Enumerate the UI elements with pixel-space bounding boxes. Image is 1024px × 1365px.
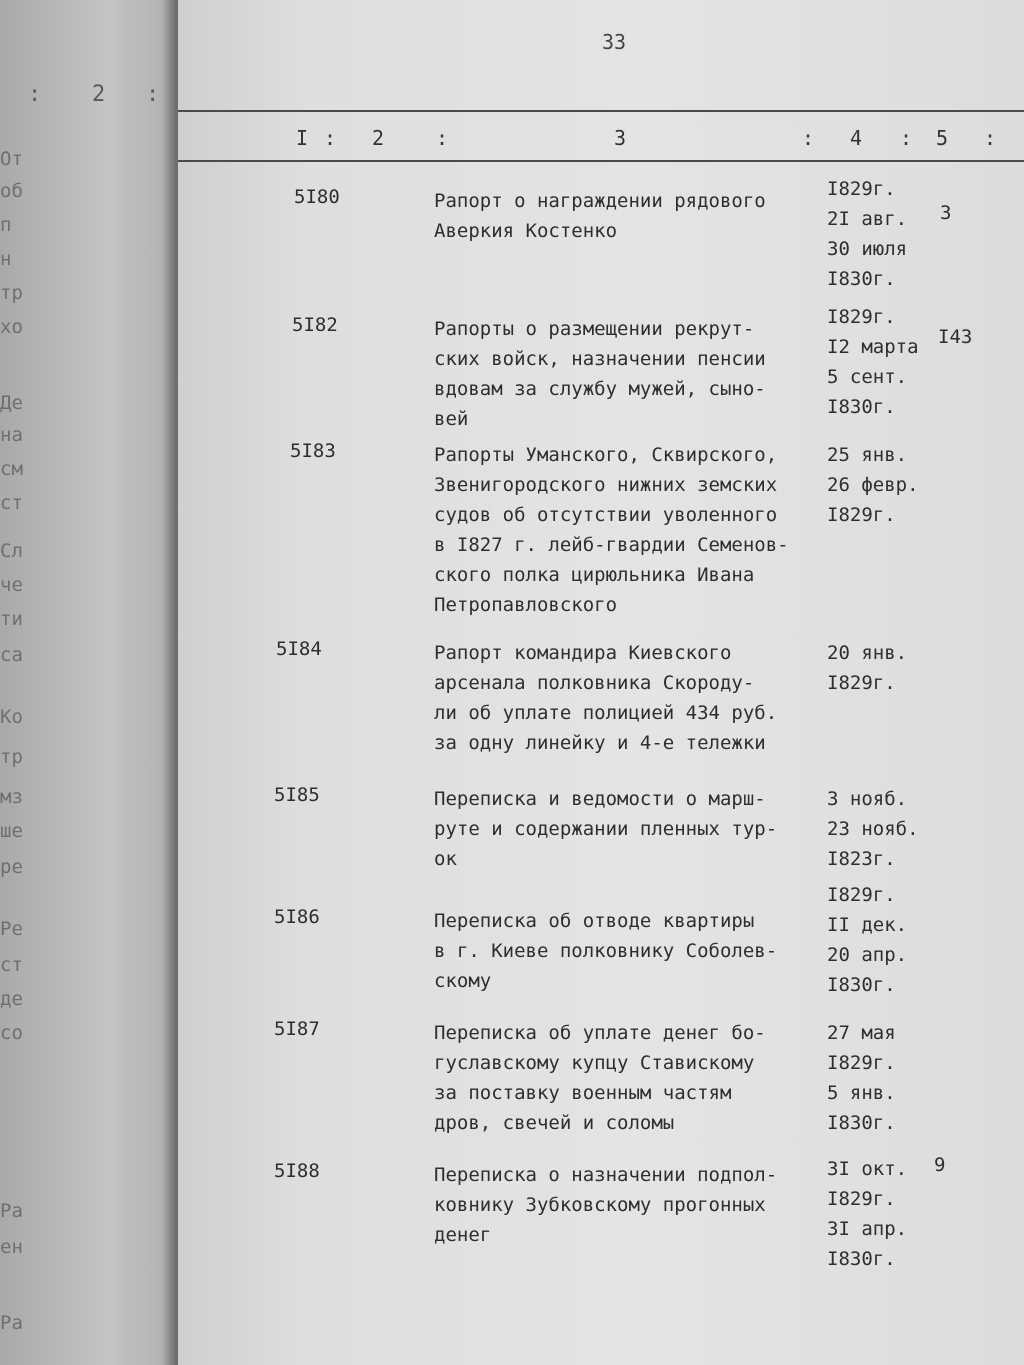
file-description	[434, 906, 834, 996]
left-fragment: Ра	[0, 1312, 23, 1334]
date-line: 3 нояб.	[827, 788, 908, 810]
description-line: Переписка и ведомости о марш-	[434, 788, 766, 810]
archive-inventory-page	[178, 0, 1024, 1365]
file-dates	[827, 638, 937, 698]
left-header-col-2: 2	[92, 82, 106, 107]
date-line: I829г.	[827, 306, 896, 328]
description-line: ковнику Зубковскому прогонных	[434, 1194, 766, 1216]
date-line: I2 марта	[827, 336, 919, 358]
description-line: гуславскому купцу Ставискому	[434, 1052, 755, 1074]
date-line: 5 янв.	[827, 1082, 896, 1104]
date-line: I829г.	[827, 178, 896, 200]
description-line: Звенигородского нижних земских	[434, 474, 778, 496]
description-line: Переписка об уплате денег бо-	[434, 1022, 766, 1044]
left-fragment: че	[0, 574, 23, 596]
date-line: 25 янв.	[827, 444, 908, 466]
file-description	[434, 186, 834, 246]
left-fragment: тр	[0, 746, 23, 768]
file-description	[434, 440, 834, 620]
description-line: Переписка об отводе квартиры	[434, 910, 755, 932]
left-fragment: Сл	[0, 540, 23, 562]
file-dates	[827, 174, 937, 294]
description-line: за одну линейку и 4-е тележки	[434, 732, 766, 754]
file-description	[434, 784, 834, 874]
date-line: I829г.	[827, 1188, 896, 1210]
date-line: 23 нояб.	[827, 818, 919, 840]
description-line: руте и содержании пленных тур-	[434, 818, 778, 840]
left-header-sep-2: :	[146, 82, 160, 107]
date-line: I829г.	[827, 672, 896, 694]
description-line: Рапорт командира Киевского	[434, 642, 732, 664]
file-description	[434, 1160, 834, 1250]
left-fragment: де	[0, 988, 23, 1010]
description-line: Петропавловского	[434, 594, 618, 616]
left-fragment: От	[0, 148, 23, 170]
left-fragment: са	[0, 644, 23, 666]
date-line: I830г.	[827, 974, 896, 996]
date-line: I830г.	[827, 268, 896, 290]
left-fragment: ст	[0, 954, 23, 976]
column-header-5: 5	[936, 126, 949, 150]
file-number: 5I86	[274, 906, 320, 928]
date-line: I830г.	[827, 1248, 896, 1270]
left-fragment: ше	[0, 820, 23, 842]
description-line: судов об отсутствии уволенного	[434, 504, 778, 526]
left-fragment: тр	[0, 282, 23, 304]
description-line: ского полка цирюльника Ивана	[434, 564, 755, 586]
file-number: 5I83	[290, 440, 336, 462]
column-header-sep: :	[802, 126, 815, 150]
date-line: I830г.	[827, 1112, 896, 1134]
left-fragment: мз	[0, 786, 23, 808]
column-header-4: 4	[850, 126, 863, 150]
column-header-sep: :	[984, 126, 997, 150]
left-fragment: ст	[0, 492, 23, 514]
file-dates	[827, 440, 937, 530]
description-line: в г. Киеве полковнику Соболев-	[434, 940, 778, 962]
date-line: I829г.	[827, 884, 896, 906]
left-fragment: Ко	[0, 706, 23, 728]
left-fragment: об	[0, 180, 23, 202]
date-line: 3I окт.	[827, 1158, 908, 1180]
description-line: скому	[434, 970, 492, 992]
description-line: дров, свечей и соломы	[434, 1112, 675, 1134]
left-fragment: ре	[0, 856, 23, 878]
date-line: 2I авг.	[827, 208, 908, 230]
date-line: I830г.	[827, 396, 896, 418]
description-line: Аверкия Костенко	[434, 220, 618, 242]
file-description	[434, 1018, 834, 1138]
column-header-sep: :	[900, 126, 913, 150]
file-description	[434, 638, 834, 758]
left-fragment: ен	[0, 1236, 23, 1258]
column-header-sep: :	[324, 126, 337, 150]
date-line: 5 сент.	[827, 366, 908, 388]
column-header-sep: :	[436, 126, 449, 150]
file-dates	[827, 302, 937, 422]
description-line: за поставку военным частям	[434, 1082, 732, 1104]
file-number: 5I87	[274, 1018, 320, 1040]
description-line: арсенала полковника Скороду-	[434, 672, 755, 694]
left-header-sep-1: :	[28, 82, 42, 107]
sheet-count: 9	[934, 1154, 946, 1176]
file-number: 5I82	[292, 314, 338, 336]
date-line: 20 апр.	[827, 944, 908, 966]
description-line: Рапорт о награждении рядового	[434, 190, 766, 212]
description-line: вей	[434, 408, 469, 430]
description-line: ских войск, назначении пенсии	[434, 348, 766, 370]
left-fragment: на	[0, 424, 23, 446]
description-line: Переписка о назначении подпол-	[434, 1164, 778, 1186]
page-number: 33	[602, 30, 627, 54]
column-header-1: I	[296, 126, 309, 150]
left-fragment: хо	[0, 316, 23, 338]
file-dates	[827, 1018, 937, 1138]
left-fragment: п	[0, 214, 12, 236]
header-bottom-rule	[178, 160, 1024, 162]
description-line: денег	[434, 1224, 492, 1246]
file-number: 5I88	[274, 1160, 320, 1182]
left-fragment: н	[0, 248, 12, 270]
column-header-3: 3	[614, 126, 627, 150]
date-line: I823г.	[827, 848, 896, 870]
file-description	[434, 314, 834, 434]
sheet-count: 3	[940, 202, 952, 224]
header-top-rule	[178, 110, 1024, 112]
left-fragment: со	[0, 1022, 23, 1044]
left-fragment: Ре	[0, 918, 23, 940]
date-line: I829г.	[827, 504, 896, 526]
file-number: 5I85	[274, 784, 320, 806]
left-fragment: см	[0, 458, 23, 480]
left-facing-page	[0, 0, 178, 1365]
description-line: ок	[434, 848, 457, 870]
date-line: 30 июля	[827, 238, 908, 260]
date-line: I829г.	[827, 1052, 896, 1074]
date-line: 3I апр.	[827, 1218, 908, 1240]
description-line: Рапорты Уманского, Сквирского,	[434, 444, 778, 466]
file-dates	[827, 880, 937, 1000]
description-line: Рапорты о размещении рекрут-	[434, 318, 755, 340]
left-fragment: Ра	[0, 1200, 23, 1222]
description-line: ли об уплате полицией 434 руб.	[434, 702, 778, 724]
date-line: 27 мая	[827, 1022, 896, 1044]
description-line: вдовам за службу мужей, сыно-	[434, 378, 766, 400]
date-line: 26 февр.	[827, 474, 919, 496]
file-dates	[827, 1154, 937, 1274]
file-number: 5I84	[276, 638, 322, 660]
column-header-2: 2	[372, 126, 385, 150]
left-fragment: Де	[0, 392, 23, 414]
left-fragment: ти	[0, 608, 23, 630]
description-line: в I827 г. лейб-гвардии Семенов-	[434, 534, 789, 556]
file-dates	[827, 784, 937, 874]
file-number: 5I80	[294, 186, 340, 208]
sheet-count: I43	[938, 326, 973, 348]
date-line: II дек.	[827, 914, 908, 936]
date-line: 20 янв.	[827, 642, 908, 664]
